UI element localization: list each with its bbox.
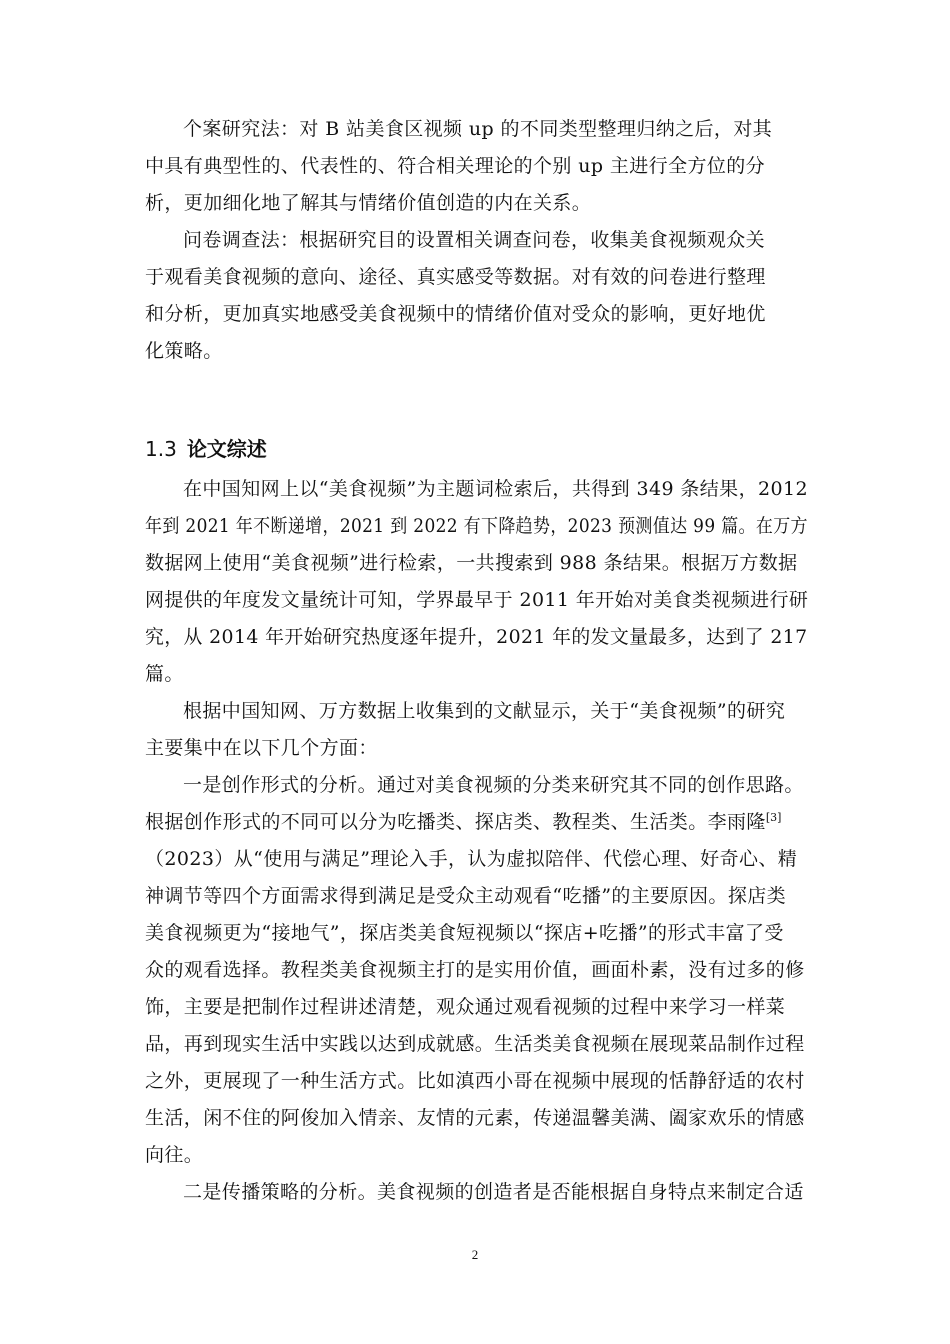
paragraph-line: 在中国知网上以“美食视频”为主题词检索后，共得到 349 条结果，2012 [183, 478, 808, 500]
paragraph-line: 网提供的年度发文量统计可知，学界最早于 2011 年开始对美食类视频进行研 [145, 589, 809, 611]
paragraph-line: 主要集中在以下几个方面： [145, 737, 378, 759]
paragraph-line: 一是创作形式的分析。通过对美食视频的分类来研究其不同的创作思路。 [183, 774, 804, 796]
paragraph-line: 数据网上使用“美食视频”进行检索，一共搜索到 988 条结果。根据万方数据 [145, 552, 798, 574]
paragraph-line: 众的观看选择。教程类美食视频主打的是实用价值，画面朴素，没有过多的修 [145, 959, 805, 981]
paragraph-line: 之外，更展现了一种生活方式。比如滇西小哥在视频中展现的恬静舒适的农村 [145, 1070, 805, 1092]
paragraph-line [145, 810, 781, 834]
paragraph-line: 于观看美食视频的意向、途径、真实感受等数据。对有效的问卷进行整理 [145, 266, 766, 288]
paragraph-line: 年到 2021 年不断递增，2021 到 2022 有下降趋势，2023 预测值达 99 篇。在万方 [145, 515, 808, 537]
paragraph-line: 生活，闲不住的阿俊加入情亲、友情的元素，传递温馨美满、阖家欢乐的情感 [145, 1107, 805, 1129]
paragraph-line: 究，从 2014 年开始研究热度逐年提升，2021 年的发文量最多，达到了 217 [145, 626, 808, 648]
paragraph-line: 化策略。 [145, 340, 223, 362]
paragraph-line: 和分析，更加真实地感受美食视频中的情绪价值对受众的影响，更好地优 [145, 303, 766, 325]
section-heading [145, 436, 267, 462]
paragraph-line: 二是传播策略的分析。美食视频的创造者是否能根据自身特点来制定合适 [183, 1181, 804, 1203]
section-number: 1.3 [145, 437, 177, 461]
paragraph-line: 个案研究法：对 B 站美食区视频 up 的不同类型整理归纳之后，对其 [183, 118, 773, 140]
paragraph-line: 品，再到现实生活中实践以达到成就感。生活类美食视频在展现菜品制作过程 [145, 1033, 805, 1055]
paragraph-line: 神调节等四个方面需求得到满足是受众主动观看“吃播”的主要原因。探店类 [145, 885, 787, 907]
citation-reference: [3] [765, 811, 782, 824]
paragraph-line: 析，更加细化地了解其与情绪价值创造的内在关系。 [145, 192, 592, 214]
page-number: 2 [471, 1247, 479, 1262]
paragraph-line: 饰，主要是把制作过程讲述清楚，观众通过观看视频的过程中来学习一样菜 [145, 996, 786, 1018]
line-text: 根据创作形式的不同可以分为吃播类、探店类、教程类、生活类。李雨隆 [145, 811, 766, 833]
paragraph-line: 篇。 [145, 663, 184, 685]
paragraph-line: 美食视频更为“接地气”，探店类美食短视频以“探店+吃播”的形式丰富了受 [145, 922, 784, 944]
paragraph-line: 向往。 [145, 1144, 204, 1166]
paragraph-line: 问卷调查法：根据研究目的设置相关调查问卷，收集美食视频观众关 [183, 229, 766, 251]
section-title: 论文综述 [186, 437, 267, 461]
paragraph-line: （2023）从“使用与满足”理论入手，认为虚拟陪伴、代偿心理、好奇心、精 [145, 848, 798, 870]
paragraph-line: 中具有典型性的、代表性的、符合相关理论的个别 up 主进行全方位的分 [145, 155, 766, 177]
paragraph-line: 根据中国知网、万方数据上收集到的文献显示，关于“美食视频”的研究 [183, 700, 786, 722]
